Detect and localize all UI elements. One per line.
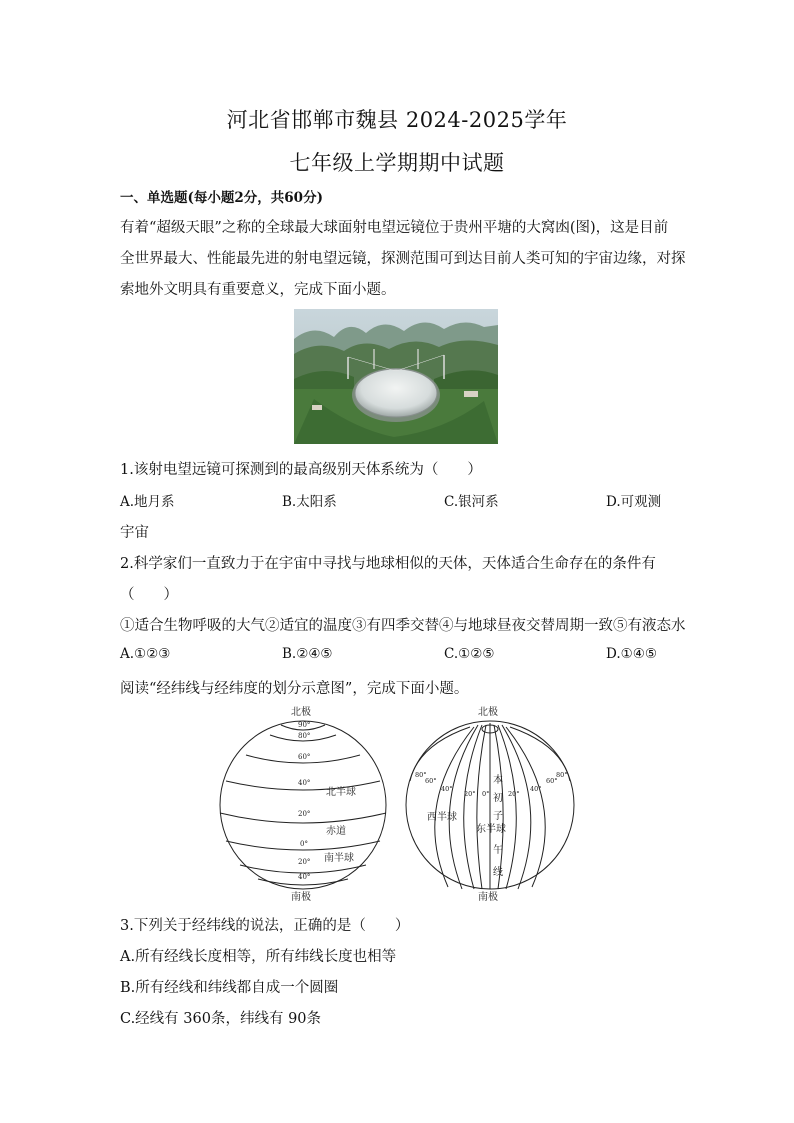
passage1-line3: 索地外文明具有重要意义，完成下面小题。 [120, 282, 396, 298]
north-hemisphere-label: 北半球 [326, 787, 356, 798]
east-hemisphere-label: 东半球 [476, 824, 506, 835]
left-north-pole: 北极 [291, 707, 311, 718]
passage1-line1: 有着“超级天眼”之称的全球最大球面射电望远镜位于贵州平塘的大窝凼(图)，这是目前 [120, 220, 669, 236]
left-label-40: 40° [298, 779, 311, 787]
left-south-pole: 南极 [291, 892, 311, 901]
left-label-20n: 20° [298, 810, 311, 818]
left-label-40s: 40° [298, 873, 311, 881]
q1-option-c: C.银河系 [444, 494, 499, 510]
question2-conditions: ①适合生物呼吸的大气②适宜的温度③有四季交替④与地球昼夜交替周期一致⑤有液态水 [120, 618, 686, 634]
latitude-longitude-diagram [218, 705, 578, 901]
meridian-char-5: 线 [493, 867, 503, 878]
passage1-line2: 全世界最大、性能最先进的射电望远镜，探测范围可到达目前人类可知的宇宙边缘，对探 [120, 251, 686, 267]
q3-option-a: A.所有经线长度相等，所有纬线长度也相等 [120, 949, 397, 965]
longitude-globe [406, 721, 574, 889]
meridian-char-1: 本 [493, 775, 503, 786]
q3-option-b: B.所有经线和纬线都自成一个圆圈 [120, 980, 339, 996]
lon-label-w60: 60° [425, 777, 437, 785]
telescope-photo [294, 309, 498, 444]
lon-label-0: 0° [482, 790, 490, 798]
left-label-60: 60° [298, 753, 311, 761]
lon-label-w20: 20° [464, 790, 476, 798]
left-label-20s: 20° [298, 858, 311, 866]
left-label-90: 90° [298, 721, 311, 729]
q1-option-a: A.地月系 [120, 494, 175, 510]
passage2-intro: 阅读“经纬线与经纬度的划分示意图”，完成下面小题。 [120, 681, 469, 697]
left-label-80: 80° [298, 732, 311, 740]
q2-option-c: C.①②⑤ [444, 646, 495, 662]
lon-label-e60: 60° [546, 777, 558, 785]
q2-option-b: B.②④⑤ [282, 646, 333, 662]
q2-option-a: A.①②③ [120, 646, 171, 662]
left-label-0: 0° [300, 840, 308, 848]
question3-stem: 3.下列关于经纬线的说法，正确的是（ ） [120, 918, 410, 934]
question2-stem-cont: （ ） [120, 587, 178, 603]
lon-label-e80: 80° [556, 771, 568, 779]
q1-option-b: B.太阳系 [282, 494, 337, 510]
exam-title-line1: 河北省邯郸市魏县 2024-2025学年 [226, 108, 568, 132]
question1-stem: 1.该射电望远镜可探测到的最高级别天体系统为（ ） [120, 462, 482, 478]
exam-title-line2: 七年级上学期期中试题 [289, 151, 505, 175]
section-heading: 一、单选题(每小题2分，共60分) [120, 190, 323, 206]
lon-label-w80: 80° [415, 771, 427, 779]
south-hemisphere-label: 南半球 [324, 853, 354, 864]
q2-option-d: D.①④⑤ [606, 646, 657, 662]
meridian-char-4: 午 [493, 845, 503, 856]
west-hemisphere-label: 西半球 [427, 812, 457, 823]
lon-label-e20: 20° [508, 790, 520, 798]
q1-option-d: D.可观测 [606, 494, 662, 510]
equator-label: 赤道 [326, 826, 346, 837]
right-south-pole: 南极 [478, 892, 498, 901]
lon-label-e40: 40° [530, 785, 542, 793]
right-north-pole: 北极 [478, 707, 498, 718]
meridian-char-3: 子 [493, 811, 503, 822]
q1-option-d-wrap: 宇宙 [120, 525, 149, 541]
q3-option-c: C.经线有 360条，纬线有 90条 [120, 1011, 322, 1027]
meridian-char-2: 初 [493, 793, 503, 804]
lon-label-w40: 40° [441, 785, 453, 793]
question2-stem: 2.科学家们一直致力于在宇宙中寻找与地球相似的天体，天体适合生命存在的条件有 [120, 556, 656, 572]
